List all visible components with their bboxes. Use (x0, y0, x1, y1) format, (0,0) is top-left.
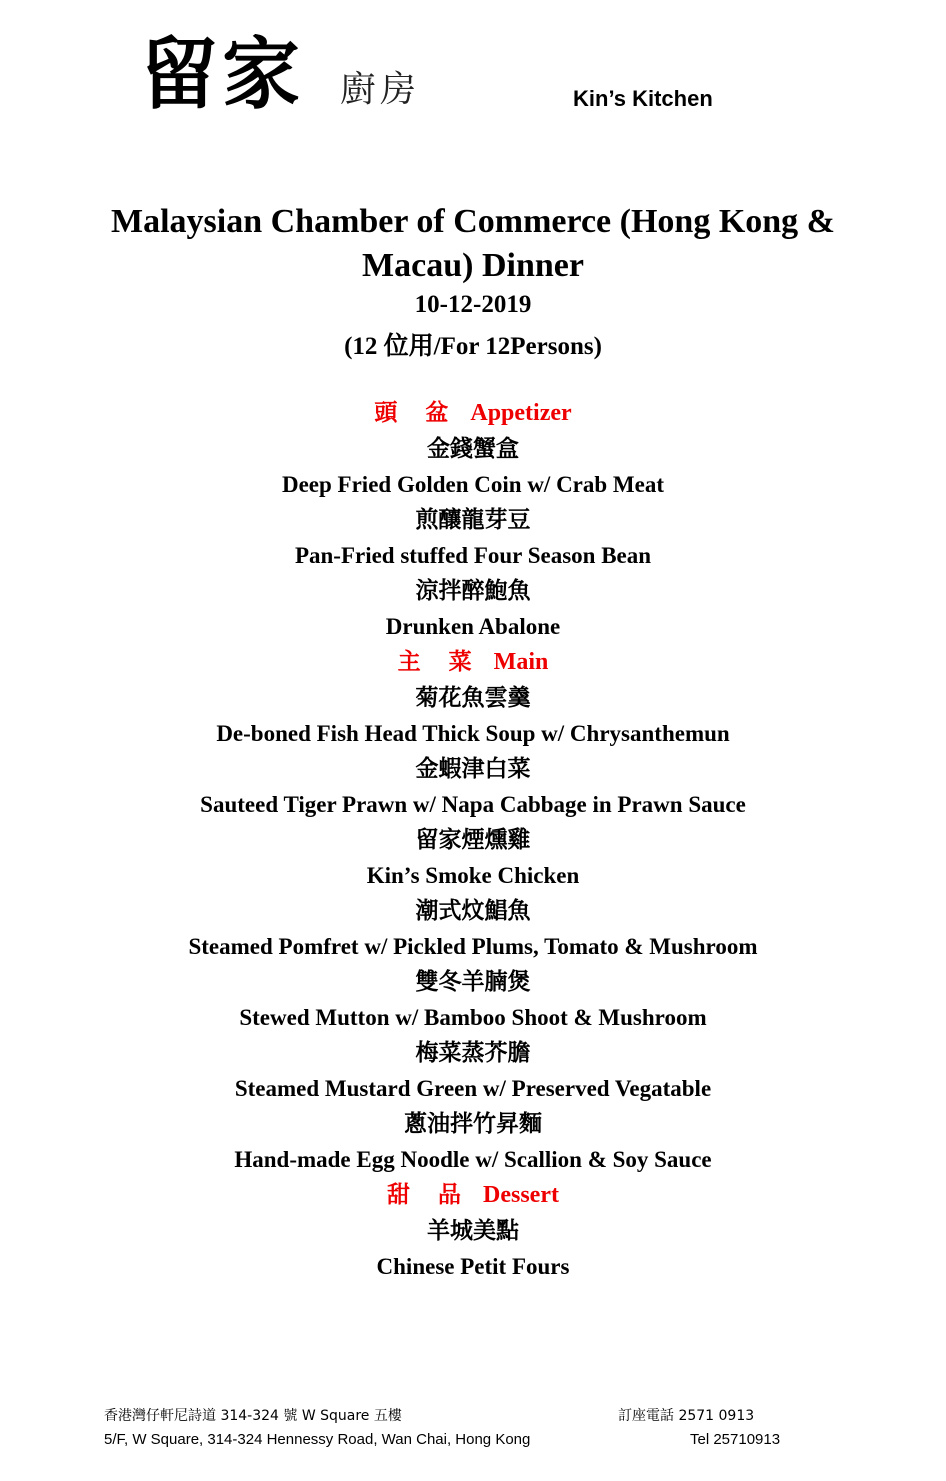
dish-name-english: Sauteed Tiger Prawn w/ Napa Cabbage in Prawn Sauce (200, 792, 746, 817)
dish-name-chinese: 羊城美點 (427, 1218, 519, 1244)
dish-name-english: Kin’s Smoke Chicken (366, 863, 580, 888)
dish-name-chinese: 留家煙燻雞 (415, 827, 531, 853)
event-date: 10-12-2019 (414, 291, 532, 318)
dish-name-english: Stewed Mutton w/ Bamboo Shoot & Mushroom (239, 1005, 707, 1030)
dish-name-chinese: 煎釀龍芽豆 (415, 507, 531, 533)
course-label-english: Dessert (483, 1182, 559, 1208)
dish-name-chinese: 雙冬羊腩煲 (415, 969, 531, 995)
dish-name-english: Deep Fried Golden Coin w/ Crab Meat (281, 472, 664, 497)
dish-name-chinese: 涼拌醉鮑魚 (415, 578, 531, 604)
logo-subtitle-chinese: 廚房 (340, 69, 421, 110)
dish-name-english: Chinese Petit Fours (376, 1254, 570, 1279)
course-header-appetizer (0, 395, 946, 431)
logo-chinese: 留家 (140, 29, 305, 120)
course-header-dessert (0, 1177, 946, 1213)
dish-name-english: Steamed Mustard Green w/ Preserved Vegatable (234, 1076, 712, 1101)
course-label-chinese: 甜 品 (387, 1182, 472, 1208)
dish-name-english: Drunken Abalone (385, 614, 561, 639)
dish-name-english: Hand-made Egg Noodle w/ Scallion & Soy Sauce (234, 1147, 712, 1172)
event-title: Malaysian Chamber of Commerce (Hong Kong & Macau) Dinner (110, 203, 835, 284)
logo-english: Kin’s Kitchen (573, 86, 713, 111)
dish-name-chinese: 潮式炆鯧魚 (415, 898, 531, 924)
course-header-main (0, 644, 946, 680)
footer-address-english: 5/F, W Square, 314-324 Hennessy Road, Wan Chai, Hong Kong (104, 1431, 531, 1448)
dish-name-english: Steamed Pomfret w/ Pickled Plums, Tomato & Mushroom (188, 934, 758, 959)
course-label-english: Appetizer (470, 400, 572, 426)
dish-name-chinese: 菊花魚雲羹 (415, 685, 531, 711)
dish-name-chinese: 金蝦津白菜 (415, 756, 531, 782)
menu (0, 395, 946, 1284)
course-label-chinese: 主 菜 (397, 649, 482, 675)
event-guest-count: (12 位用/For 12Persons) (344, 333, 602, 360)
footer-phone-chinese: 訂座電話 2571 0913 (618, 1408, 755, 1424)
dish-name-english: Pan-Fried stuffed Four Season Bean (294, 543, 652, 568)
dish-name-chinese: 金錢蟹盒 (427, 436, 519, 462)
dish-name-english: De-boned Fish Head Thick Soup w/ Chrysanthemun (216, 721, 730, 746)
dish-name-chinese: 梅菜蒸芥膽 (415, 1040, 531, 1066)
footer-address-chinese: 香港灣仔軒尼詩道 314-324 號 W Square 五樓 (104, 1408, 402, 1424)
course-label-chinese: 頭 盆 (374, 400, 459, 426)
course-label-english: Main (493, 649, 549, 675)
dish-name-chinese: 蔥油拌竹昇麵 (404, 1111, 542, 1137)
footer-phone-english: Tel 25710913 (690, 1431, 781, 1448)
